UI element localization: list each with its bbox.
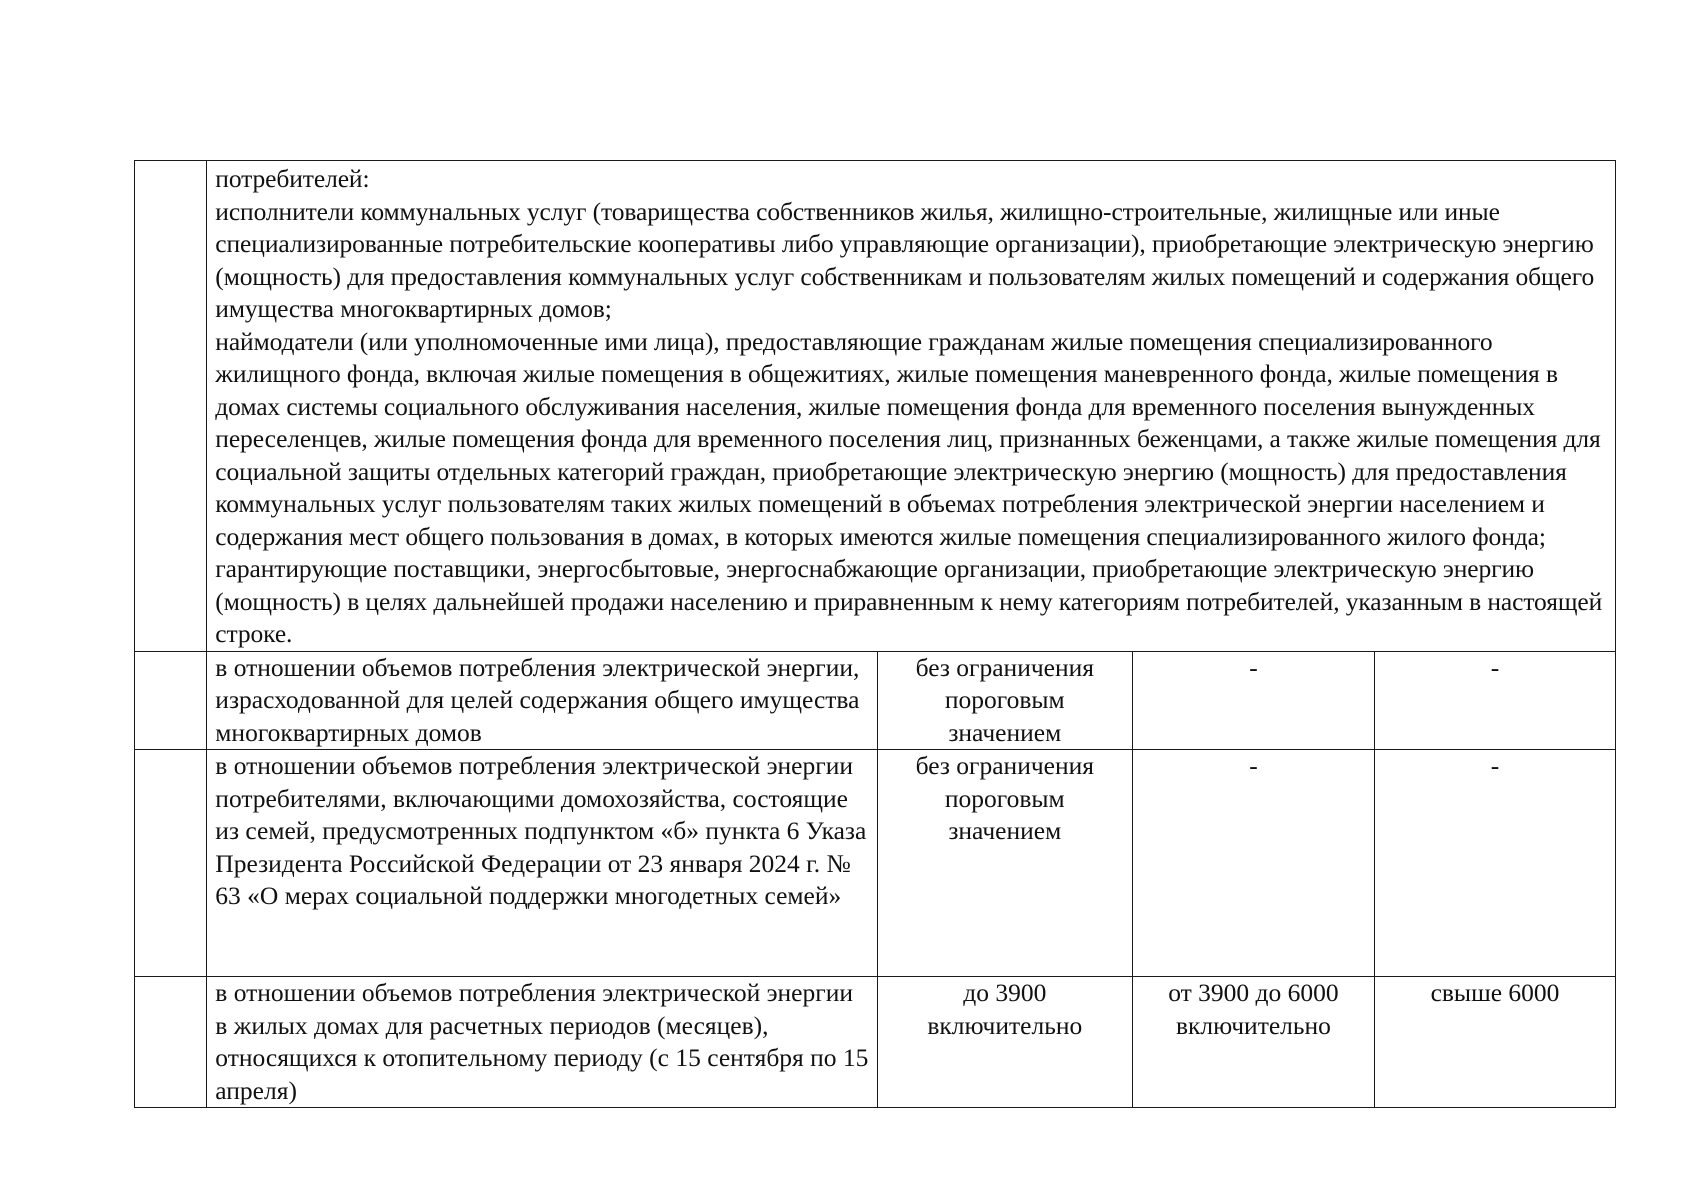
row-value-col1: без ограничения пороговым значением [877, 750, 1132, 977]
row-description: в отношении объемов потребления электрической энергии в жилых домах для расчетных периодов (месяцев), относящихся к отопительному периоду (с 15 сентября по 15 апреля) [207, 977, 877, 1108]
row-value-col2: - [1132, 750, 1374, 977]
row-value-col3: - [1374, 651, 1615, 750]
intro-line: наймодатели (или уполномоченные ими лица), предоставляющие гражданам жилые помещения специализированного жилищного фонда, включая жилые помещения в общежитиях, жилые помещения маневренного фонда, жилые помещения в домах системы социального обслуживания населения, жилые помещения фонда для временного поселения вынужденных переселенцев, жилые помещения фонда для временного поселения лиц, признанных беженцами, а также жилые помещения для социальной защиты отдельных категорий граждан, приобретающие электрическую энергию (мощность) для предоставления коммунальных услуг пользователям таких жилых помещений в объемах потребления электрической энергии населением и содержания мест общего пользования в домах, в которых имеются жилые помещения специализированного жилого фонда; [215, 326, 1601, 551]
row-number-cell [135, 161, 207, 652]
row-value-col3: свыше 6000 [1374, 977, 1615, 1108]
row-value-col1: до 3900 включительно [877, 977, 1132, 1108]
tariff-table [134, 160, 1616, 1108]
row-description: в отношении объемов потребления электрической энергии, израсходованной для целей содержания общего имущества многоквартирных домов [207, 651, 877, 750]
intro-line: гарантирующие поставщики, энергосбытовые, энергоснабжающие организации, приобретающие электрическую энергию (мощность) в целях дальнейшей продажи населению и приравненным к нему категориям потребителей, указанным в настоящей строке. [215, 554, 1603, 648]
row-number-cell [135, 651, 207, 750]
table-row [135, 977, 1616, 1108]
intro-line: исполнители коммунальных услуг (товарищества собственников жилья, жилищно-строительные, жилищные или иные специализированные потребительские кооперативы либо управляющие организации), приобретающие электрическую энергию (мощность) для предоставления коммунальных услуг собственникам и пользователям жилых помещений и содержания общего имущества многоквартирных домов; [215, 196, 1595, 323]
row-value-col1: без ограничения пороговым значением [877, 651, 1132, 750]
row-value-col3: - [1374, 750, 1615, 977]
row-value-col2: - [1132, 651, 1374, 750]
row-number-cell [135, 750, 207, 977]
table-row [135, 750, 1616, 977]
intro-row [135, 161, 1616, 652]
row-value-col2: от 3900 до 6000 включительно [1132, 977, 1374, 1108]
row-number-cell [135, 977, 207, 1108]
intro-line: потребителей: [215, 164, 370, 193]
intro-cell [207, 161, 1616, 652]
row-description: в отношении объемов потребления электрической энергии потребителями, включающими домохозяйства, состоящие из семей, предусмотренных подпунктом «б» пункта 6 Указа Президента Российской Федерации от 23 января 2024 г. № 63 «О мерах социальной поддержки многодетных семей» [207, 750, 877, 977]
table-row [135, 651, 1616, 750]
